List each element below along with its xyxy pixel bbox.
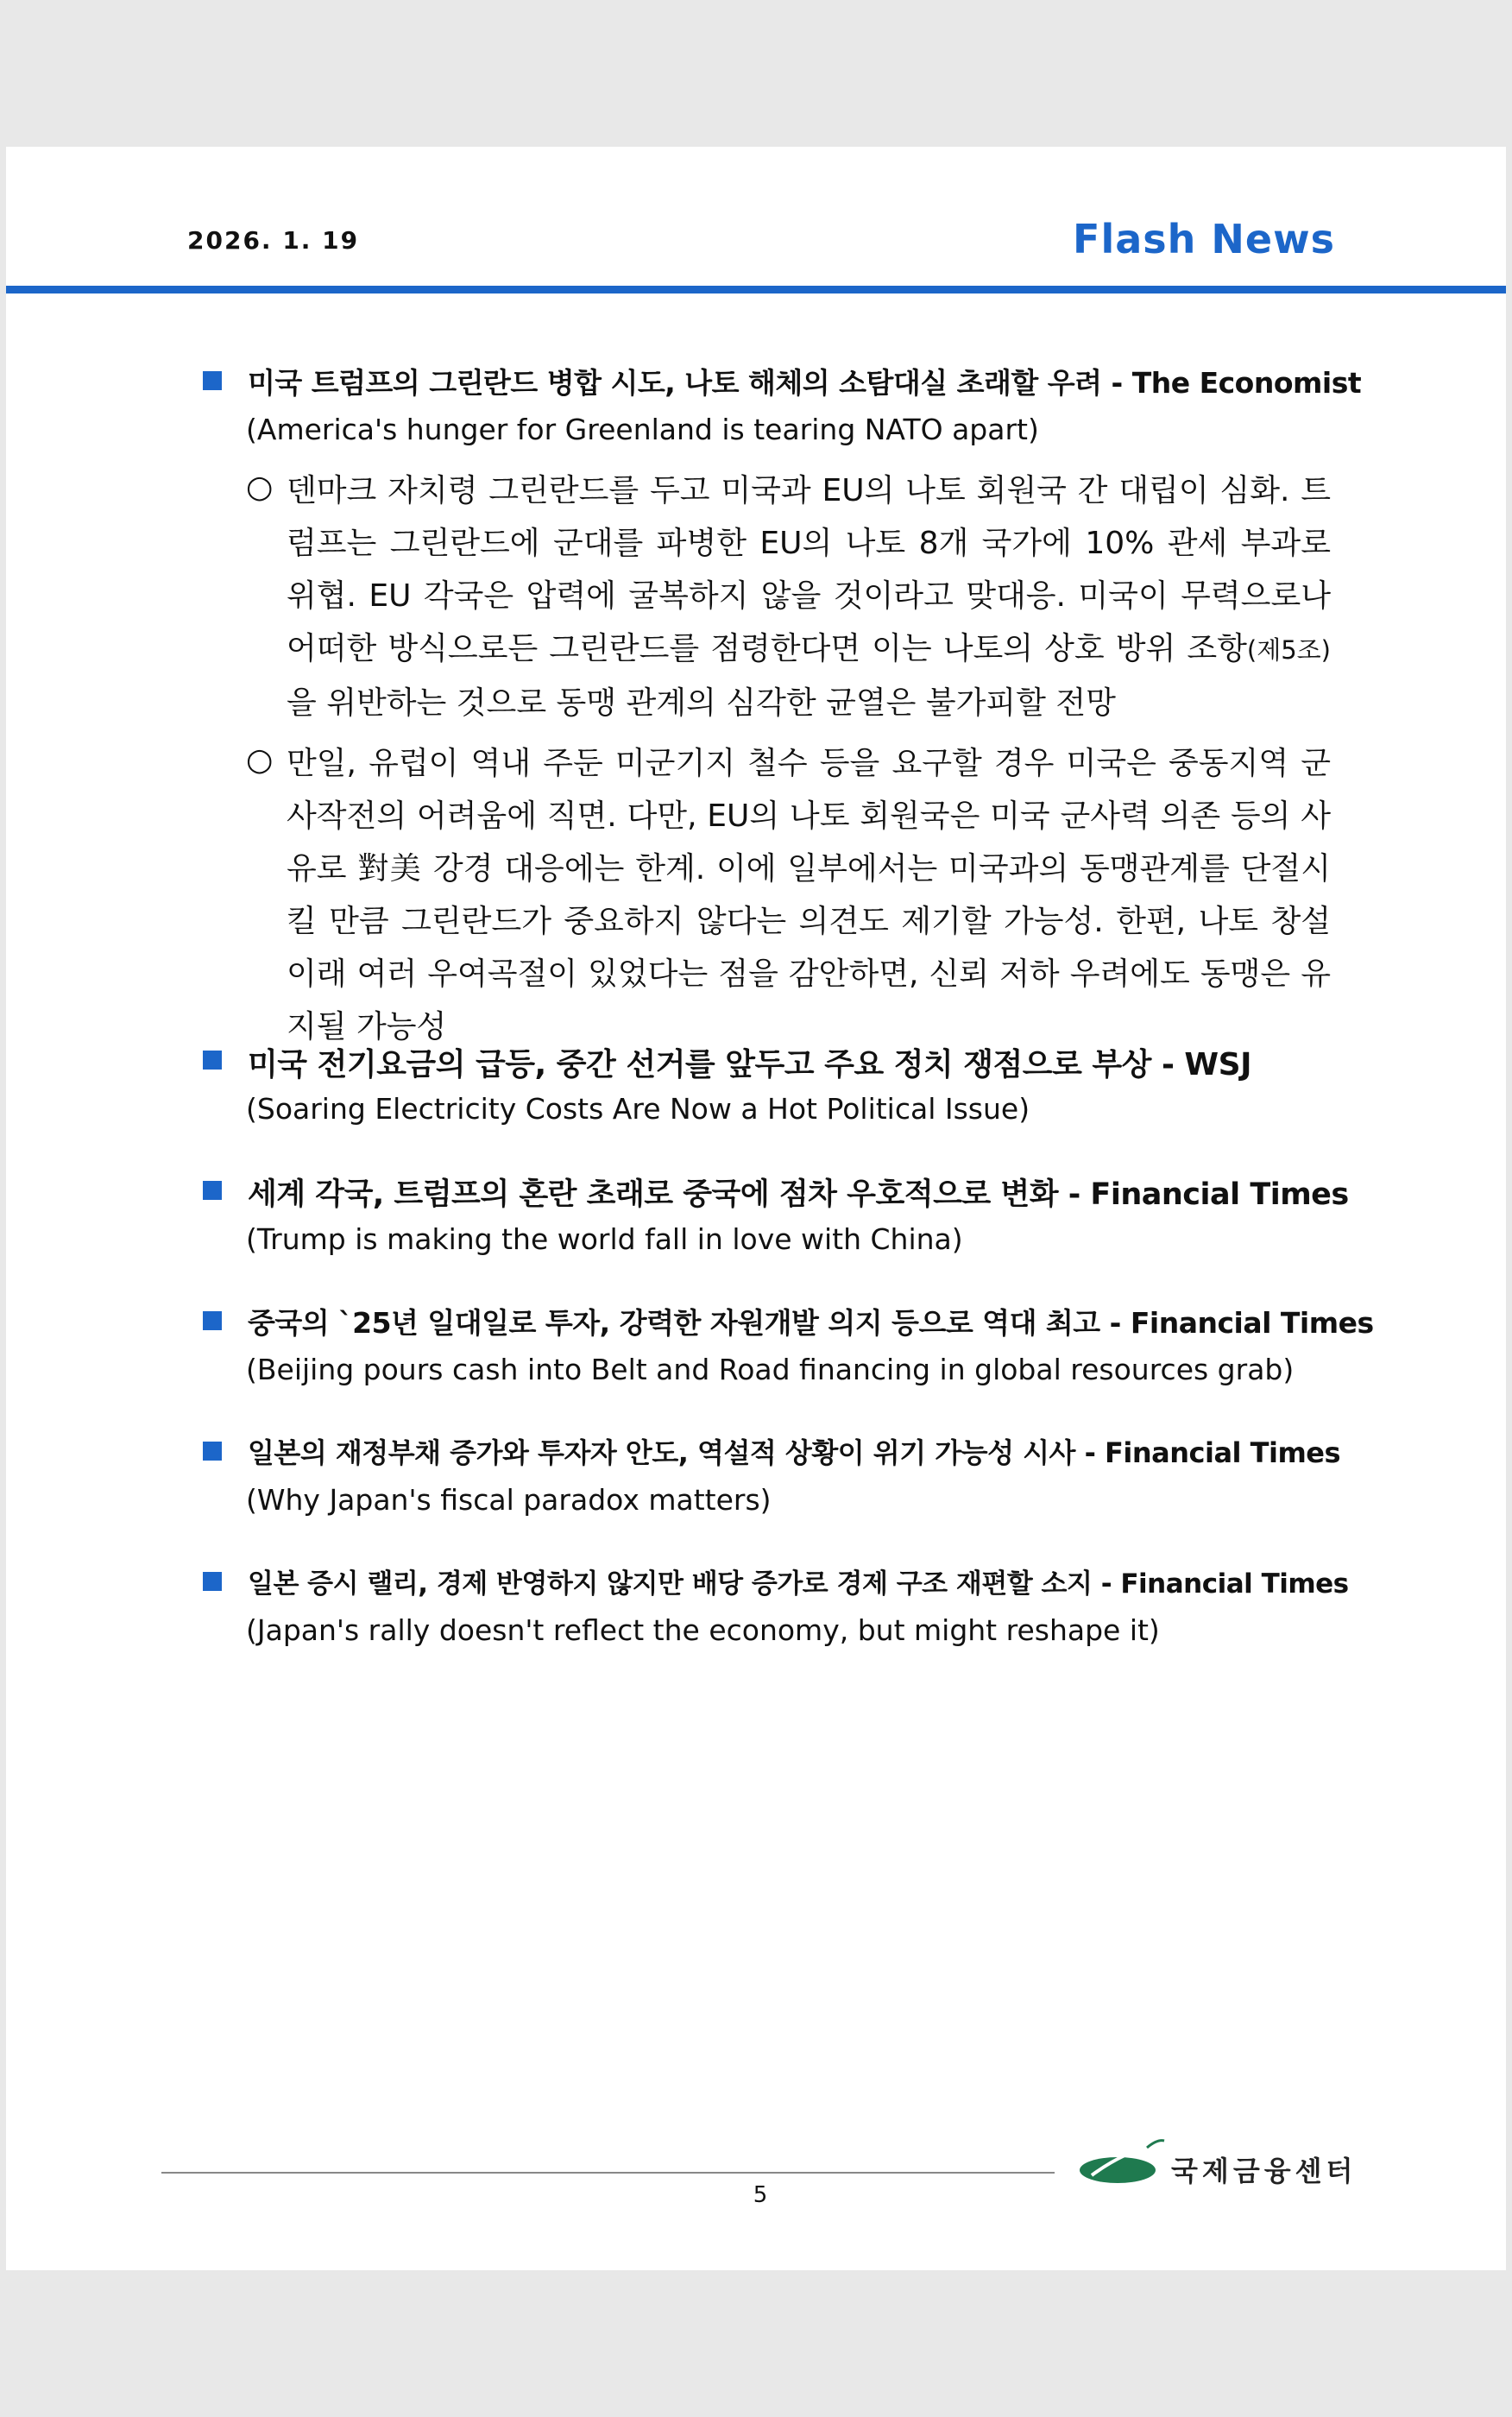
org-name: 국제금융센터 [1171, 2155, 1358, 2187]
news-title: 중국의 `25년 일대일로 투자, 강력한 자원개발 의지 등으로 역대 최고 - Financial Times [248, 1306, 1374, 1340]
news-subtitle: (Beijing pours cash into Belt and Road financing in global resources grab) [246, 1353, 1295, 1386]
footer-divider [161, 2172, 1055, 2174]
news-subtitle: (Japan's rally doesn't reflect the economy, but might reshape it) [246, 1613, 1160, 1647]
report-date: 2026. 1. 19 [187, 226, 360, 255]
square-bullet-icon [203, 371, 222, 390]
square-bullet-icon [203, 1051, 222, 1070]
paragraph-text: 만일, 유럽이 역내 주둔 미군기지 철수 등을 요구할 경우 미국은 중동지역 군사작전의 어려움에 직면. 다만, EU의 나토 회원국은 미국 군사력 의존 등의 사유로 對美 강경 대응에는 한계. 이에 일부에서는 미국과의 동맹관계를 단절시킬 만큼 그린란드가 중요하지 않다는 의견도 제기할 가능성. 한편, 나토 창설 이래 여러 우여곡절이 있었다는 점을 감안하면, 신뢰 저하 우려에도 동맹은 유지될 가능성 [287, 746, 1331, 1044]
square-bullet-icon [203, 1311, 222, 1330]
news-title: 일본의 재정부채 증가와 투자자 안도, 역설적 상황이 위기 가능성 시사 - Financial Times [248, 1436, 1341, 1469]
news-title: 일본 증시 랠리, 경제 반영하지 않지만 배당 증가로 경제 구조 재편할 소지 - Financial Times [248, 1568, 1349, 1600]
news-subtitle: (America's hunger for Greenland is tearing NATO apart) [246, 413, 1039, 446]
paragraph-tail: 을 위반하는 것으로 동맹 관계의 심각한 균열은 불가피할 전망 [287, 685, 1116, 721]
detail-paragraph [287, 737, 1331, 1053]
org-logo-icon [1074, 2136, 1169, 2187]
square-bullet-icon [203, 1442, 222, 1461]
news-title: 세계 각국, 트럼프의 혼란 초래로 중국에 점차 우호적으로 변화 - Financial Times [248, 1177, 1349, 1212]
logo-ellipse [1080, 2157, 1156, 2183]
news-subtitle: (Why Japan's fiscal paradox matters) [246, 1483, 772, 1517]
square-bullet-icon [203, 1181, 222, 1200]
news-subtitle: (Trump is making the world fall in love with China) [246, 1222, 963, 1256]
square-bullet-icon [203, 1572, 222, 1591]
report-brand: Flash News [1073, 216, 1335, 262]
circle-bullet-icon: ○ [246, 742, 274, 778]
detail-paragraph [287, 464, 1331, 729]
page-number: 5 [753, 2182, 768, 2208]
header-divider [6, 286, 1506, 293]
news-subtitle: (Soaring Electricity Costs Are Now a Hot Political Issue) [246, 1092, 1030, 1126]
paragraph-note: (제5조) [1246, 635, 1331, 665]
news-title: 미국 전기요금의 급등, 중간 선거를 앞두고 주요 정치 쟁점으로 부상 - WSJ [248, 1047, 1251, 1082]
paragraph-text: 덴마크 자치령 그린란드를 두고 미국과 EU의 나토 회원국 간 대립이 심화. 트럼프는 그린란드에 군대를 파병한 EU의 나토 8개 국가에 10% 관세 부과로 위협. EU 각국은 압력에 굴복하지 않을 것이라고 맞대응. 미국이 무력으로나 어떠한 방식으로든 그린란드를 점령한다면 이는 나토의 상호 방위 조항 [287, 473, 1331, 666]
circle-bullet-icon: ○ [246, 470, 274, 505]
news-title: 미국 트럼프의 그린란드 병합 시도, 나토 해체의 소탐대실 초래할 우려 - The Economist [248, 366, 1362, 400]
